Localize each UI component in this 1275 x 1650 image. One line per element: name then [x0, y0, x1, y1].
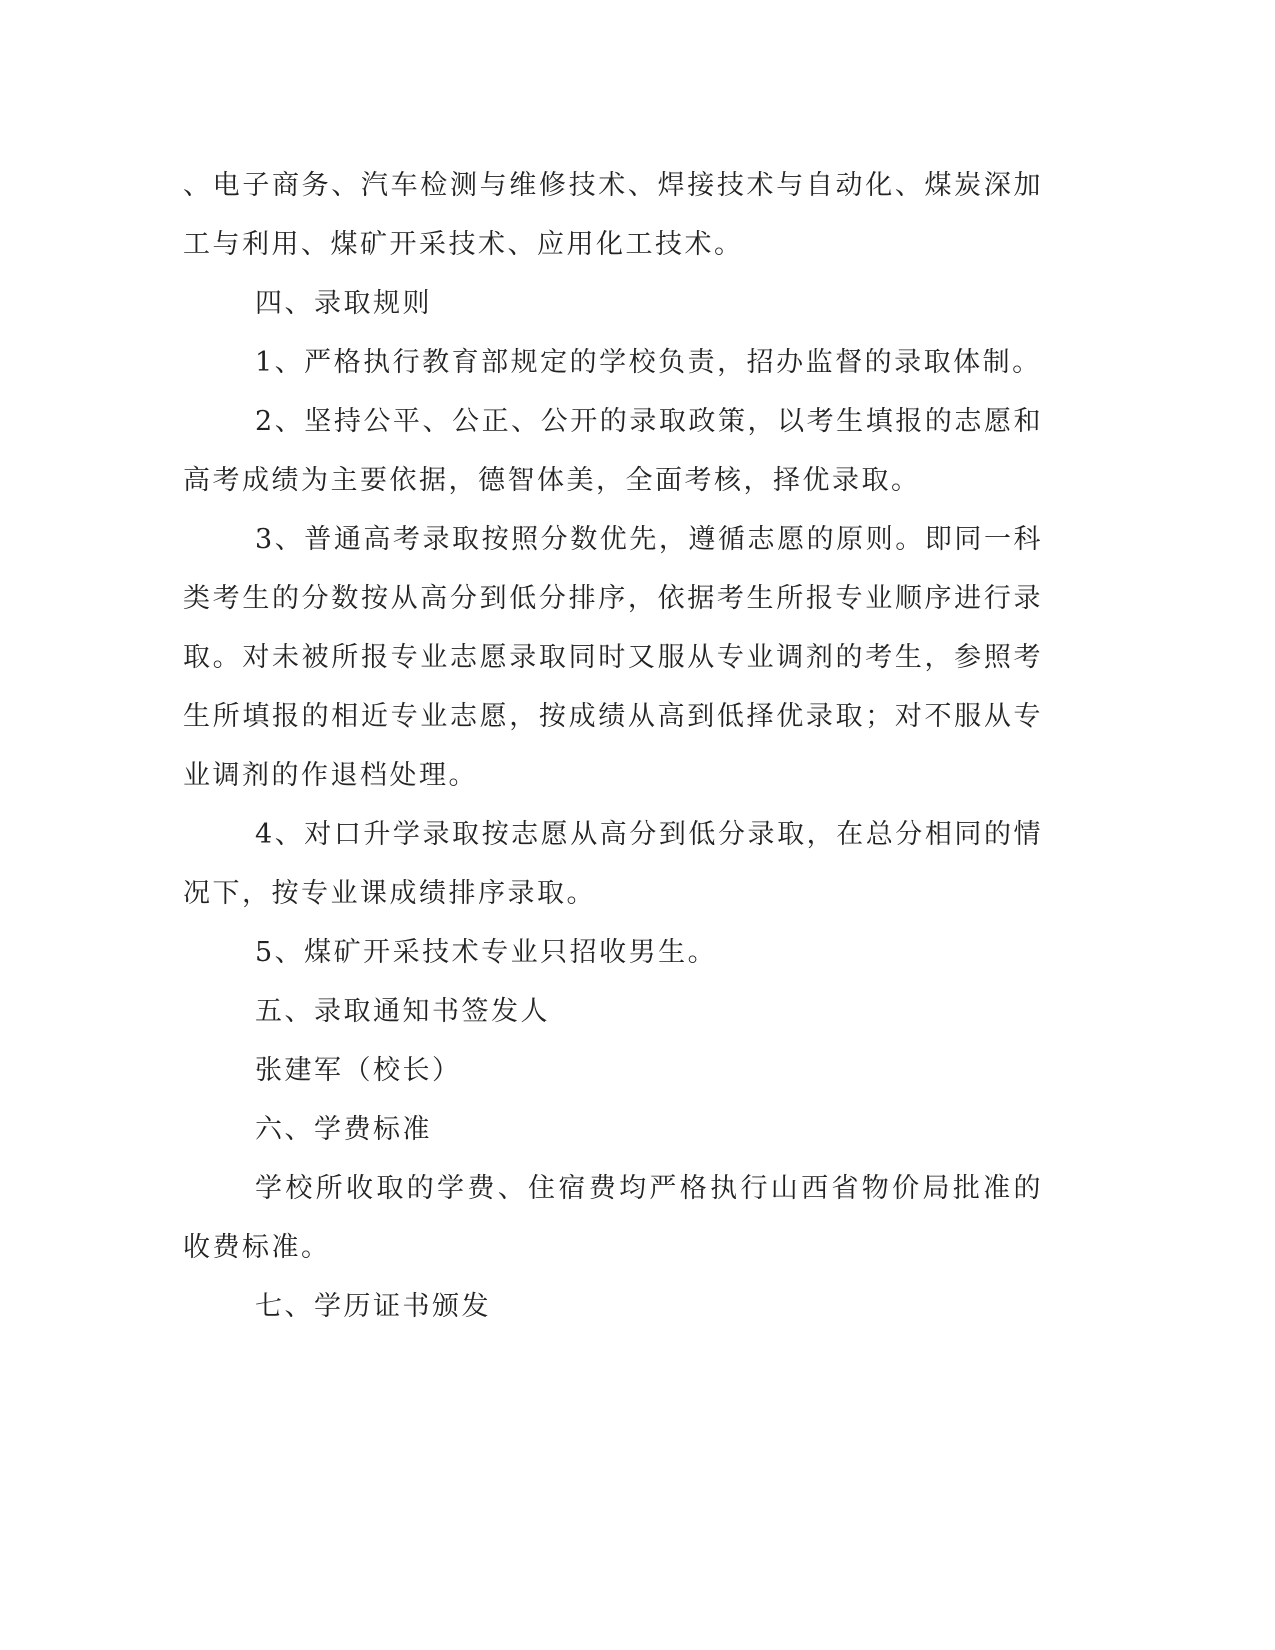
paragraph-rule-3: 3、普通高考录取按照分数优先，遵循志愿的原则。即同一科类考生的分数按从高分到低分排序，依据考生所报专业顺序进行录取。对未被所报专业志愿录取同时又服从专业调剂的考生，参照考生所填报的相近专业志愿，按成绩从高到低择优录取；对不服从专业调剂的作退档处理。 — [183, 524, 1043, 791]
section-heading-notice-signer: 五、录取通知书签发人 — [255, 996, 550, 1027]
paragraph-tuition-standard: 学校所收取的学费、住宿费均严格执行山西省物价局批准的收费标准。 — [183, 1173, 1043, 1263]
paragraph-rule-5: 5、煤矿开采技术专业只招收男生。 — [255, 937, 718, 968]
paragraph-majors-continued: 、电子商务、汽车检测与维修技术、焊接技术与自动化、煤炭深加工与利用、煤矿开采技术、应用化工技术。 — [183, 170, 1043, 260]
paragraph-rule-1: 1、严格执行教育部规定的学校负责，招办监督的录取体制。 — [255, 347, 1042, 378]
section-heading-tuition: 六、学费标准 — [255, 1114, 432, 1145]
document-body — [183, 156, 1043, 1336]
paragraph-rule-2: 2、坚持公平、公正、公开的录取政策，以考生填报的志愿和高考成绩为主要依据，德智体美，全面考核，择优录取。 — [183, 406, 1043, 496]
section-heading-diploma: 七、学历证书颁发 — [255, 1291, 491, 1322]
paragraph-signer-name: 张建军（校长） — [255, 1055, 462, 1086]
section-heading-admission-rules: 四、录取规则 — [255, 288, 432, 319]
paragraph-rule-4: 4、对口升学录取按志愿从高分到低分录取，在总分相同的情况下，按专业课成绩排序录取。 — [183, 819, 1043, 909]
